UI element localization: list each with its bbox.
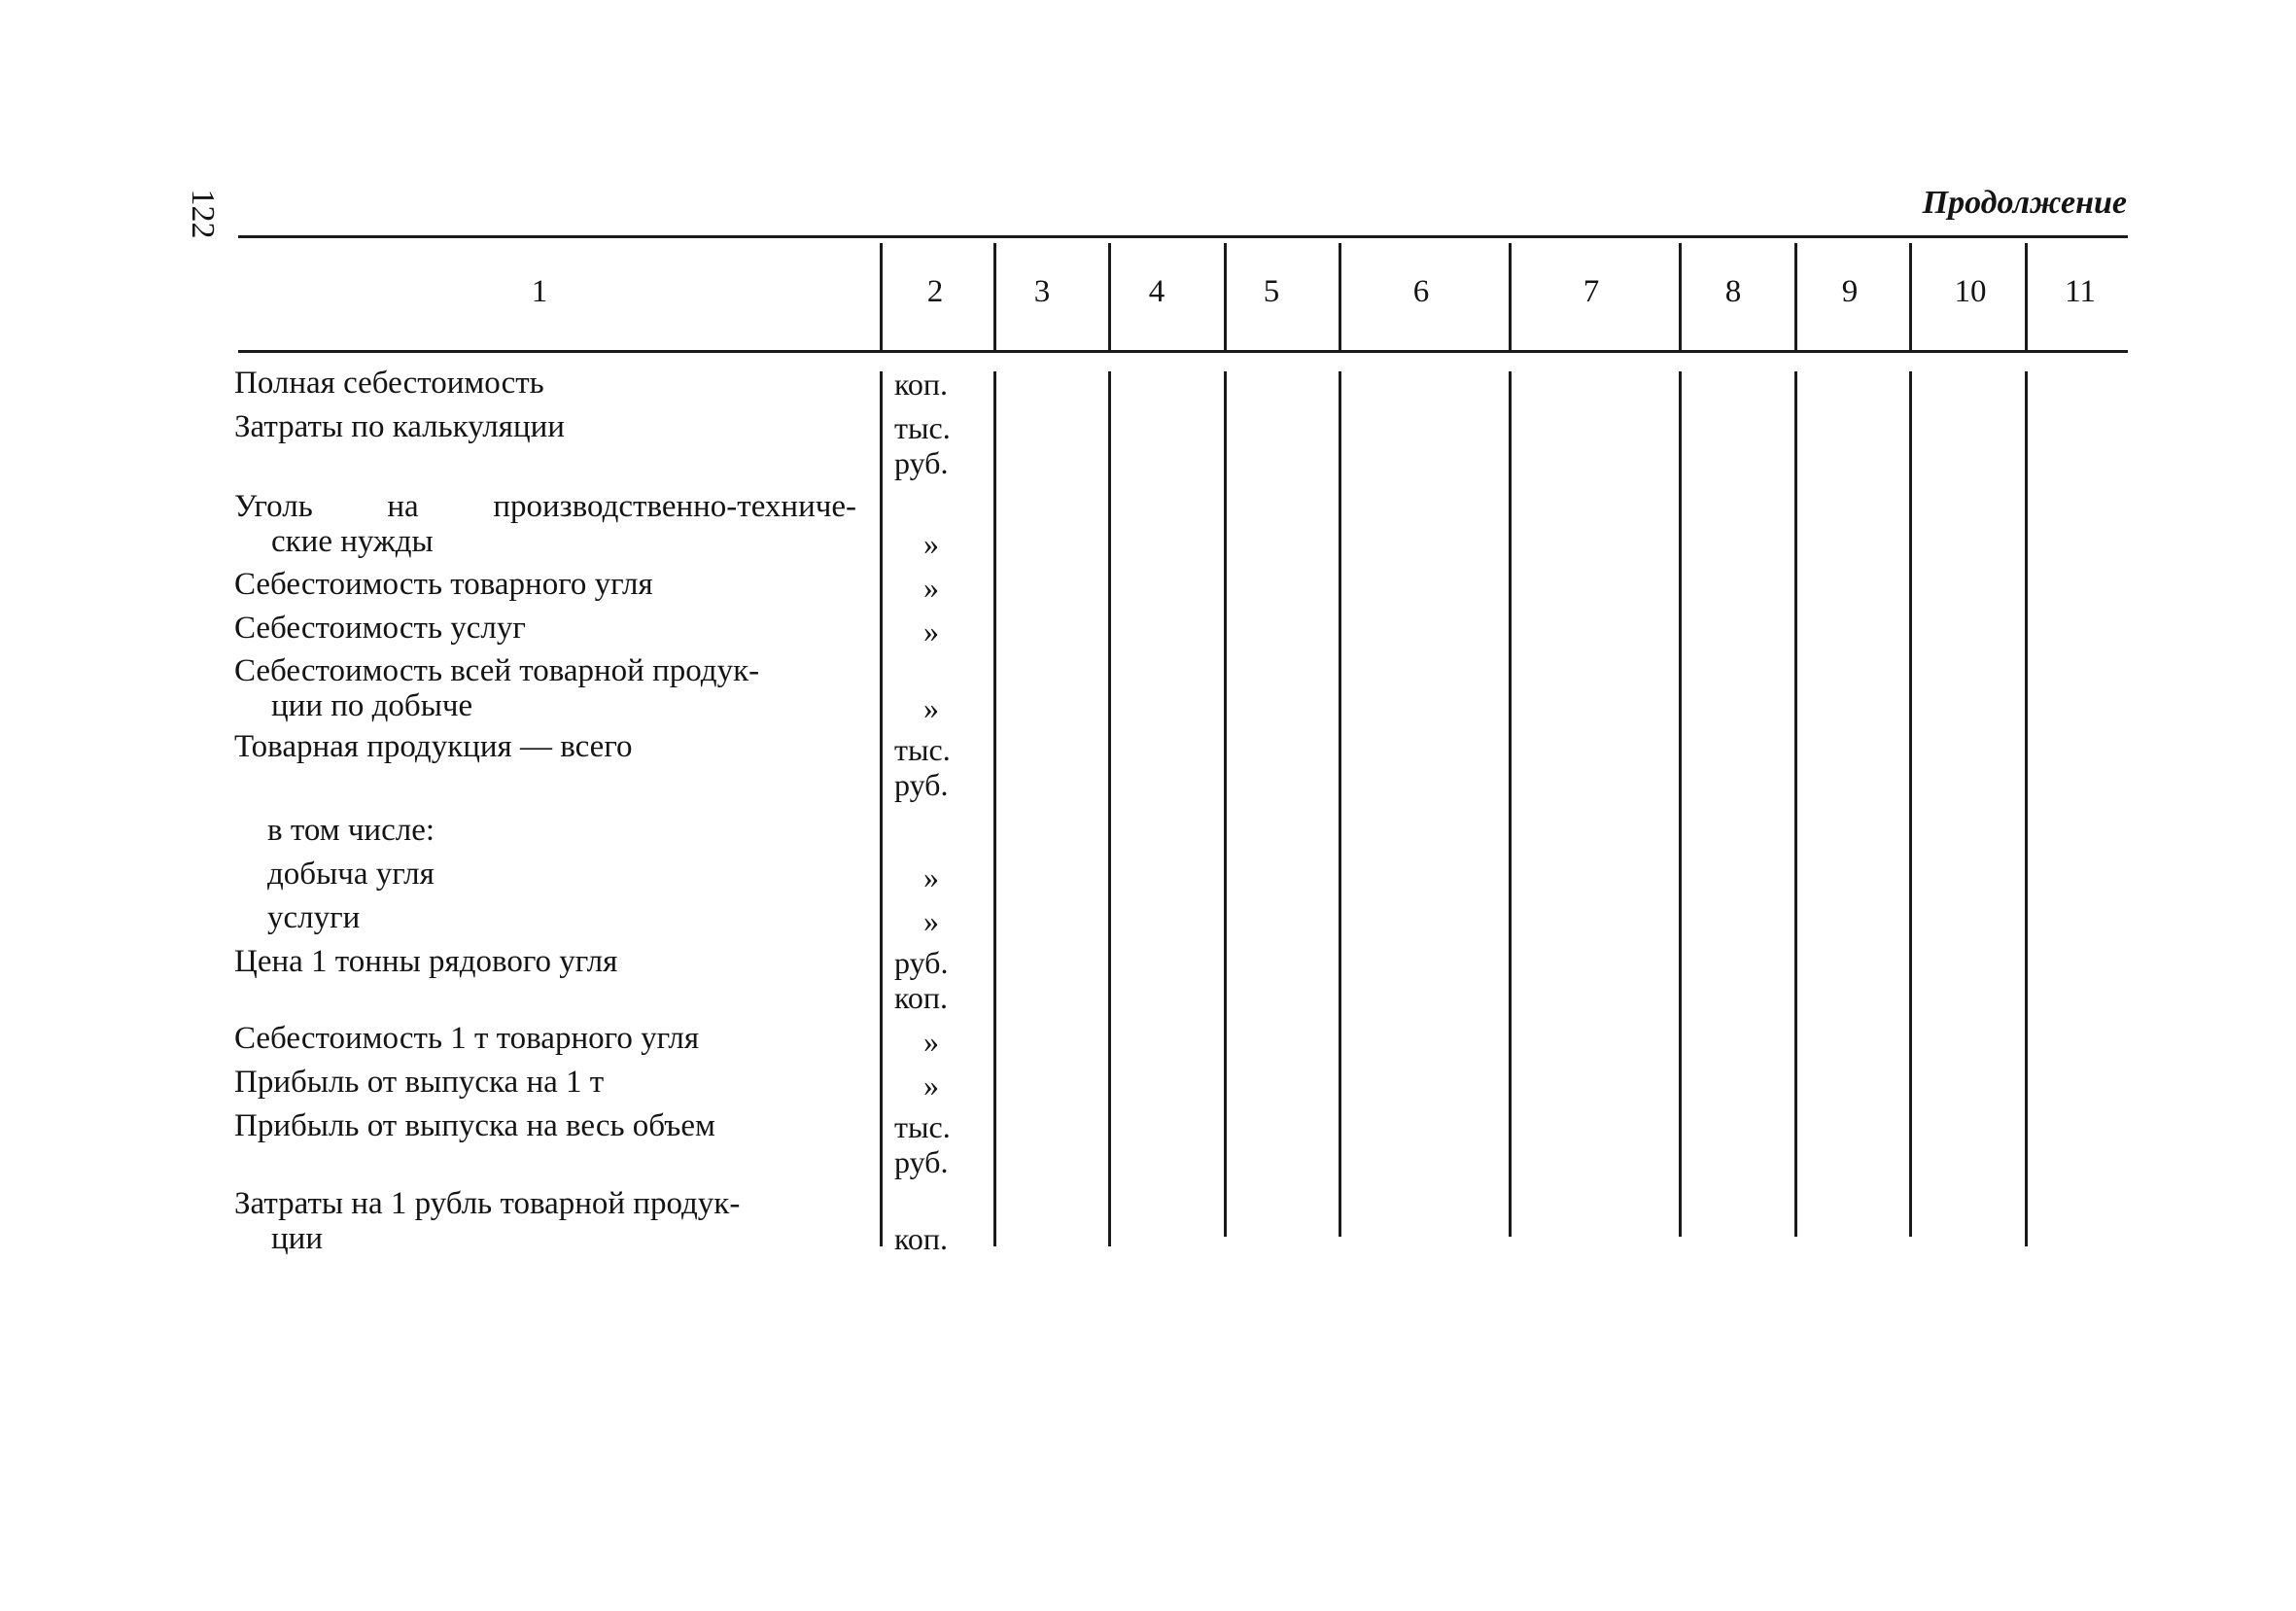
row-label [234,1065,856,1100]
column-header: 5 [1263,274,1280,309]
row-label [234,729,856,764]
column-divider [2025,243,2028,350]
row-label-text [234,489,856,524]
column-divider [2025,371,2028,1246]
row-label-text: добыча угля [267,857,435,892]
row-label [234,567,856,602]
row-unit [894,1221,972,1256]
row-unit [894,945,972,1015]
column-divider [1339,371,1341,1237]
column-divider [1679,243,1682,350]
row-label [234,611,856,646]
row-unit-text: руб. [894,1144,949,1179]
column-divider [1679,371,1682,1237]
row-label [267,813,889,848]
row-label-text: Затраты по калькуляции [234,409,565,444]
row-unit [894,570,972,605]
row-unit [894,690,972,725]
row-label [234,653,856,723]
row-label-text: Цена 1 тонны рядового угля [234,944,618,979]
row-unit-text: руб. [894,767,949,802]
row-unit-text: тыс. [894,1109,951,1144]
row-label-text: услуги [267,900,361,935]
column-divider [1509,371,1512,1237]
row-label-text: ции [271,1221,323,1256]
row-unit-text: » [923,859,939,894]
row-unit-text: тыс. [894,410,951,445]
row-unit-text: руб. [894,945,949,980]
row-unit-text: » [923,690,939,725]
row-unit-text: коп. [894,367,949,402]
column-header: 8 [1724,274,1742,309]
row-label [234,489,856,559]
row-label [234,366,856,401]
column-divider [880,243,883,350]
row-unit [894,1068,972,1103]
row-label-text: Себестоимость 1 т товарного угля [234,1021,700,1056]
row-unit [894,410,972,480]
column-header: 1 [531,274,548,309]
column-divider [1224,243,1227,350]
row-unit [894,903,972,938]
column-divider [880,371,883,1246]
row-label-text: Прибыль от выпуска на весь объем [234,1108,715,1143]
row-label [234,409,856,444]
column-header: 9 [1841,274,1859,309]
column-divider [1339,243,1341,350]
row-unit-text: коп. [894,980,949,1015]
column-divider [1794,371,1797,1237]
row-label-text: ские нужды [271,524,434,559]
table-header-rule [238,350,2128,353]
row-unit-text: » [923,903,939,938]
row-label [234,944,856,979]
column-header: 4 [1148,274,1165,309]
row-unit-text: руб. [894,445,949,480]
row-unit-text: » [923,526,939,561]
row-label-text: Себестоимость услуг [234,611,526,646]
row-label-text: Полная себестоимость [234,366,544,401]
column-divider [1509,243,1512,350]
table-top-rule [238,235,2128,238]
column-divider [1909,243,1912,350]
row-label [234,1021,856,1056]
row-label-text: ции по добыче [271,688,473,723]
row-unit [894,732,972,802]
column-header: 3 [1033,274,1051,309]
row-label-text: Себестоимость всей товарной продук- [234,653,760,688]
row-label-word: Уголь [234,489,313,524]
column-header: 10 [1954,274,1987,309]
column-divider [1108,243,1111,350]
row-label-word: на [387,489,419,524]
row-unit-text: тыс. [894,732,951,767]
column-header: 2 [926,274,944,309]
row-unit [894,367,972,402]
row-unit [894,859,972,894]
column-header: 7 [1583,274,1600,309]
row-unit-text: » [923,1068,939,1103]
row-label-text: Прибыль от выпуска на 1 т [234,1065,605,1100]
row-label-text: Затраты на 1 рубль товарной продук- [234,1186,741,1221]
row-label-text: Себестоимость товарного угля [234,567,653,602]
column-header: 6 [1412,274,1430,309]
row-label-word: производственно-техниче- [493,489,856,524]
column-divider [993,243,996,350]
page-number: 122 [185,189,221,239]
row-label [267,900,889,935]
row-label [234,1186,856,1256]
row-unit-text: » [923,1024,939,1059]
row-unit [894,526,972,561]
row-label [234,1108,856,1143]
column-header: 11 [2065,274,2096,309]
row-unit [894,613,972,648]
row-unit [894,1109,972,1179]
row-unit-text: » [923,570,939,605]
column-divider [1909,371,1912,1237]
row-unit-text: коп. [894,1221,949,1256]
column-divider [1224,371,1227,1237]
row-label [267,857,889,892]
column-divider [1108,371,1111,1246]
row-unit [894,1024,972,1059]
row-label-text: в том числе: [267,813,435,848]
row-unit-text: » [923,613,939,648]
column-divider [993,371,996,1246]
column-divider [1794,243,1797,350]
continuation-label: Продолжение [1922,185,2127,221]
row-label-text: Товарная продукция — всего [234,729,633,764]
